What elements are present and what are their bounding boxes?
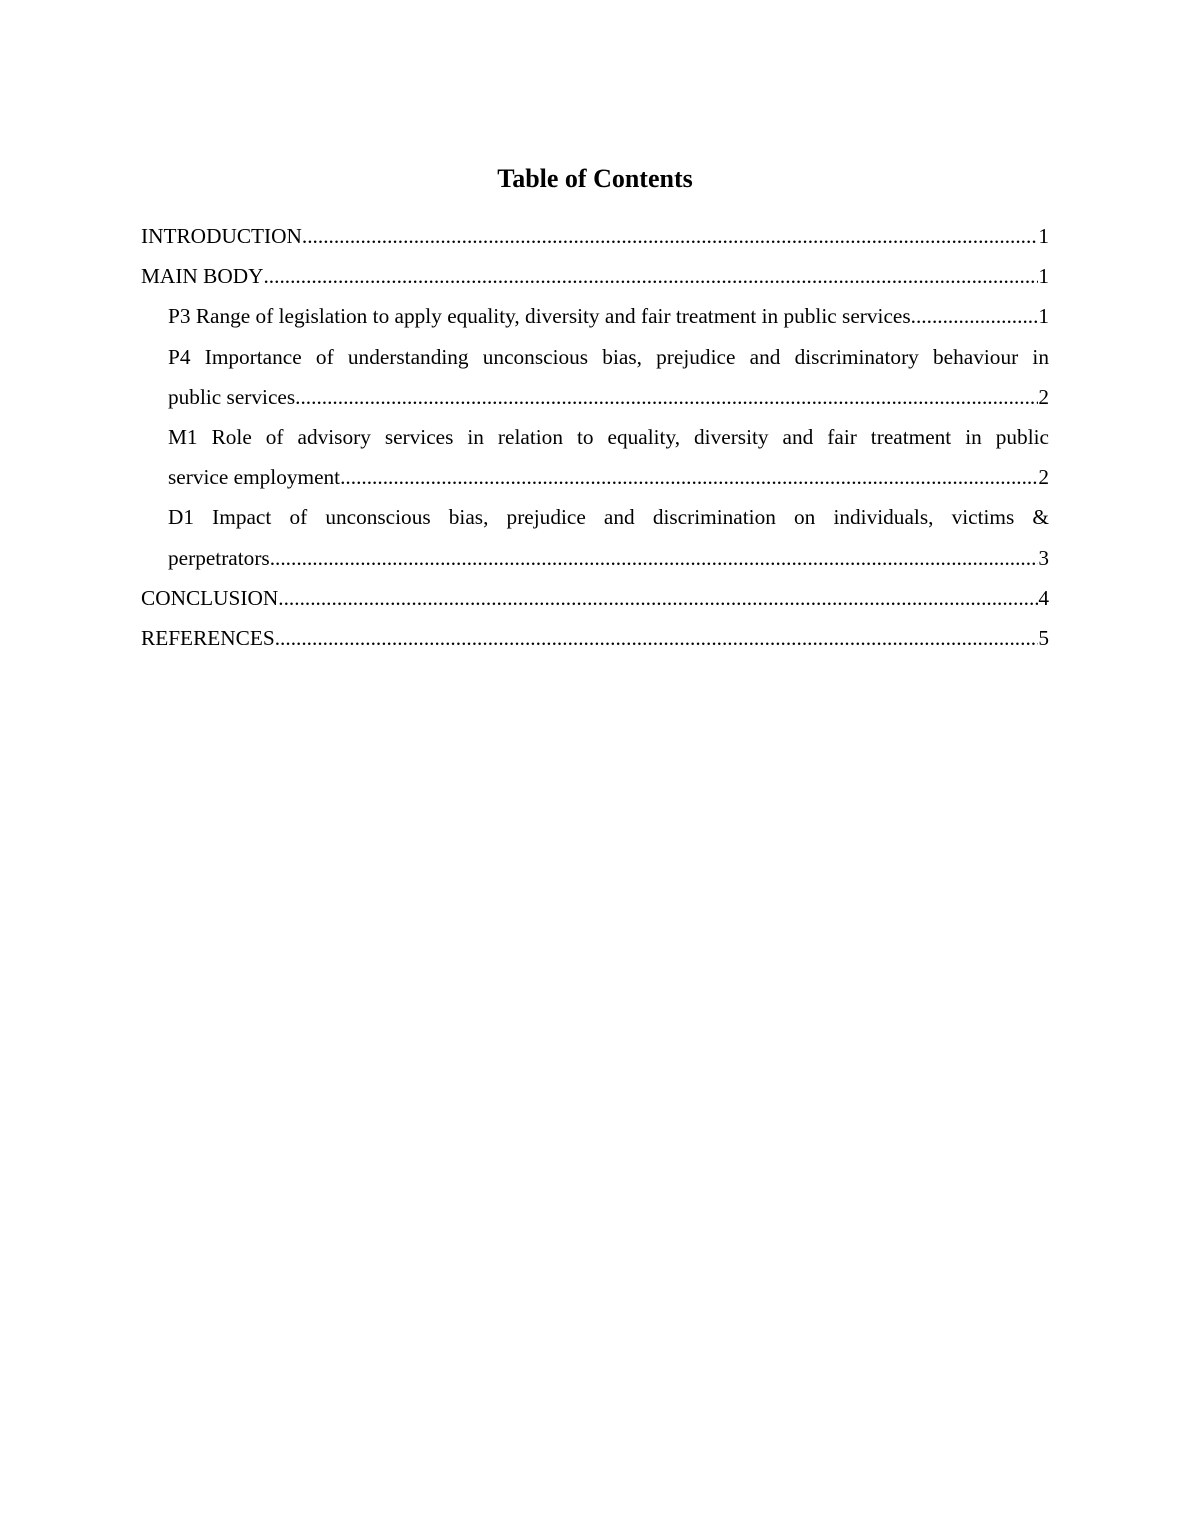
- toc-entry-text-line1: D1 Impact of unconscious bias, prejudice and discrimination on individuals, victims &: [168, 505, 1049, 530]
- toc-title: Table of Contents: [497, 164, 693, 193]
- toc-entry-p4[interactable]: [141, 337, 1049, 417]
- dot-leader: [270, 538, 1039, 578]
- toc-page-number: 2: [1038, 465, 1049, 490]
- dot-leader: [911, 296, 1039, 336]
- toc-entry-text: public services: [168, 384, 296, 409]
- dot-leader: [278, 578, 1038, 618]
- toc-entry-main-body[interactable]: [141, 256, 1049, 296]
- toc-page-number: 1: [1038, 264, 1049, 289]
- toc-page-number: 5: [1038, 626, 1049, 651]
- toc-entry-text: service employment: [168, 465, 341, 490]
- table-of-contents: [141, 216, 1049, 658]
- dot-leader: [302, 216, 1038, 256]
- toc-entry-d1[interactable]: [141, 497, 1049, 577]
- dot-leader: [263, 256, 1038, 296]
- toc-entry-text-line1: M1 Role of advisory services in relation to equality, diversity and fair treatment in public: [168, 425, 1049, 450]
- toc-page-number: 3: [1038, 545, 1049, 570]
- toc-entry-text: REFERENCES: [141, 626, 275, 651]
- toc-entry-introduction[interactable]: [141, 216, 1049, 256]
- toc-entry-text: P3 Range of legislation to apply equality, diversity and fair treatment in public services: [168, 304, 911, 329]
- toc-page-number: 1: [1038, 224, 1049, 248]
- toc-entry-conclusion[interactable]: [141, 578, 1049, 618]
- toc-entry-text: CONCLUSION: [141, 585, 279, 610]
- dot-leader: [295, 377, 1038, 417]
- dot-leader: [275, 618, 1039, 658]
- dot-leader: [340, 457, 1038, 497]
- toc-entry-references[interactable]: [141, 618, 1049, 658]
- toc-entry-m1[interactable]: [141, 417, 1049, 497]
- toc-entry-text: perpetrators: [168, 545, 270, 570]
- toc-entry-text: MAIN BODY: [141, 264, 264, 289]
- toc-entry-text-line1: P4 Importance of understanding unconscious bias, prejudice and discriminatory behaviour in: [168, 344, 1049, 369]
- toc-entry-text: INTRODUCTION: [141, 224, 302, 248]
- toc-entry-p3[interactable]: [141, 296, 1049, 336]
- toc-page-number: 2: [1038, 384, 1049, 409]
- toc-page-number: 4: [1038, 585, 1049, 610]
- toc-page-number: 1: [1038, 304, 1049, 329]
